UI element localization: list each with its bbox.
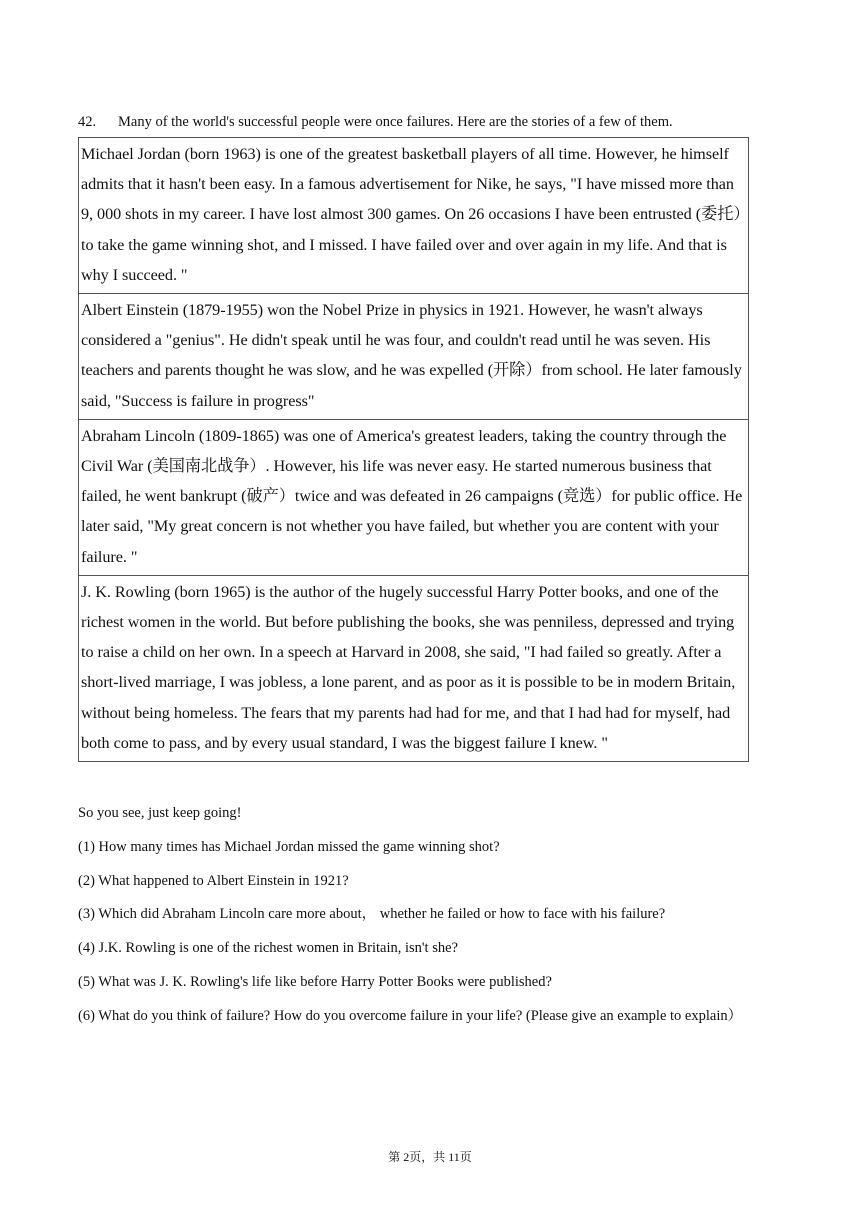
closing-line: So you see, just keep going! — [78, 805, 242, 821]
stories-table — [78, 137, 749, 762]
question-number: 42. — [78, 114, 97, 130]
sub-question-1: (1) How many times has Michael Jordan missed the game winning shot? — [78, 838, 500, 855]
page-footer: 第 2页，共 11页 — [388, 1150, 472, 1164]
questions-section — [78, 803, 818, 1040]
question-intro-text: Many of the world's successful people were once failures. Here are the stories of a few of them. — [118, 114, 673, 130]
story-row-lincoln — [79, 419, 749, 575]
story-rowling: J. K. Rowling (born 1965) is the author of the hugely successful Harry Potter books, and one of the richest women in the world. But before publishing the books, she was penniless, depressed and trying to raise a child on her own. In a speech at Harvard in 2008, she said, "I had failed so greatly. After a short-lived marriage, I was jobless, a lone parent, and as poor as it is possible to be in modern Britain, without being homeless. The fears that my parents had had for me, and that I had had for myself, had both come to pass, and by every usual standard, I was the biggest failure I knew. " — [79, 575, 749, 761]
story-row-rowling — [79, 575, 749, 761]
story-row-jordan — [79, 138, 749, 294]
sub-question-6: (6) What do you think of failure? How do you overcome failure in your life? (Please give an example to explain） — [78, 1007, 743, 1024]
story-einstein: Albert Einstein (1879-1955) won the Nobel Prize in physics in 1921. However, he wasn't always considered a "genius". He didn't speak until he was four, and couldn't read until he was seven. His teachers and parents thought he was slow, and he was expelled (开除）from school. He later famously said, "Success is failure in progress" — [79, 294, 749, 420]
sub-question-4: (4) J.K. Rowling is one of the richest women in Britain, isn't she? — [78, 940, 458, 957]
sub-question-3: (3) Which did Abraham Lincoln care more about， whether he failed or how to face with his failure? — [78, 906, 666, 923]
sub-question-5: (5) What was J. K. Rowling's life like before Harry Potter Books were published? — [78, 973, 552, 990]
story-row-einstein — [79, 294, 749, 420]
question-intro — [78, 112, 778, 132]
sub-question-2: (2) What happened to Albert Einstein in 1921? — [78, 872, 349, 889]
story-jordan: Michael Jordan (born 1963) is one of the greatest basketball players of all time. However, he himself admits that it hasn't been easy. In a famous advertisement for Nike, he says, "I have missed more than 9, 000 shots in my career. I have lost almost 300 games. On 26 occasions I have been entrusted (委托）to take the game winning shot, and I missed. I have failed over and over again in my life. And that is why I succeed. " — [79, 138, 749, 294]
story-lincoln: Abraham Lincoln (1809-1865) was one of America's greatest leaders, taking the country through the Civil War (美国南北战争）. However, his life was never easy. He started numerous business that failed, he went bankrupt (破产）twice and was defeated in 26 campaigns (竞选）for public office. He later said, "My great concern is not whether you have failed, but whether you are content with your failure. " — [79, 419, 749, 575]
